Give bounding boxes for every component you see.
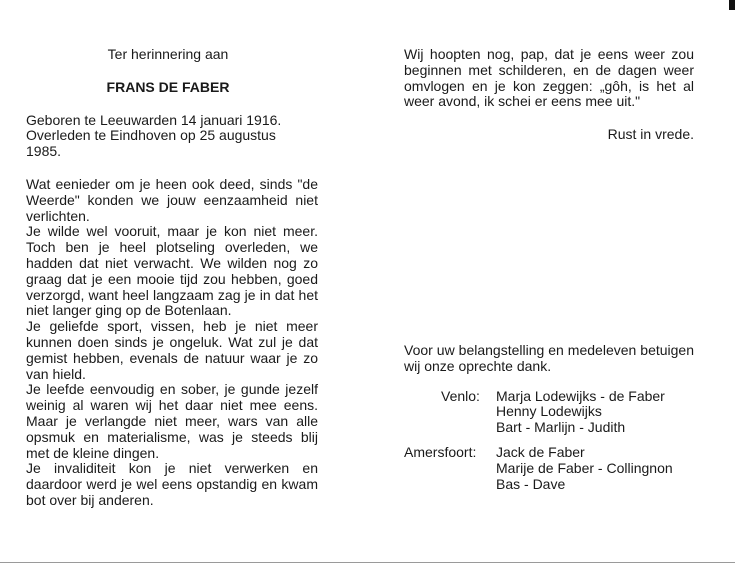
family-place: Venlo: [441,387,480,404]
family-member: Henny Lodewijks [496,403,602,420]
family-list [404,389,673,502]
memorial-text [26,177,318,509]
family-names [496,389,673,445]
family-names [496,445,673,501]
deceased-name: FRANS DE FABER [106,78,230,95]
memorial-paragraph: Je wilde wel vooruit, maar je kon niet meer. Toch ben je heel plotseling overleden, we hadden dat niet verwacht. We wilden nog zo graag dat je een mooie tijd zou hebben, goed verzorgd, want heel langzaam zag je in dat het niet langer ging op de Botenlaan. [26,223,318,319]
left-column [26,47,318,509]
right-column [404,47,694,501]
family-member: Bart - Marlijn - Judith [496,419,626,436]
corner-mark [729,0,735,10]
family-group-venlo [404,389,673,445]
memorial-paragraph: Je geliefde sport, vissen, heb je niet meer kunnen doen sinds je ongeluk. Wat zul je dat gemist hebben, evenals de natuur waar je zo van hield. [26,318,318,382]
memorial-paragraph: Je invaliditeit kon je niet verwerken en daardoor werd je wel eens opstandig en kwam bot over bij anderen. [26,460,318,508]
memorial-paragraph: Wat eenieder om je heen ook deed, sinds "de Weerde" konden we jouw eenzaamheid niet verlichten. [26,175,318,224]
family-member: Marja Lodewijks - de Faber [496,387,665,404]
wish-text: Wij hoopten nog, pap, dat je eens weer zou beginnen met schilderen, en de dagen weer omvlogen en je kon zeggen: „gôh, is het al weer avond, ik schei er eens mee uit." [404,46,694,110]
family-member: Jack de Faber [496,443,585,460]
thanks-text: Voor uw belangstelling en medeleven betuigen wij onze oprechte dank. [404,341,694,374]
family-place: Amersfoort: [404,443,477,460]
rest-in-peace: Rust in vrede. [607,126,694,143]
card-bottom-edge [0,562,735,563]
remembrance-lead: Ter herinnering aan [107,46,229,62]
family-group-amersfoort [404,445,673,501]
family-member: Bas - Dave [496,475,566,492]
memorial-paragraph: Je leefde eenvoudig en sober, je gunde jezelf weinig al waren wij het daar niet mee eens. Maar je verlangde niet meer, wars van alle opsmuk en materialisme, was je steeds blij met de kleine dingen. [26,381,318,461]
birth-death-dates: Geboren te Leeuwarden 14 januari 1916. Overleden te Eindhoven op 25 augustus 1985. [26,111,282,160]
family-member: Marije de Faber - Collingnon [496,459,673,476]
